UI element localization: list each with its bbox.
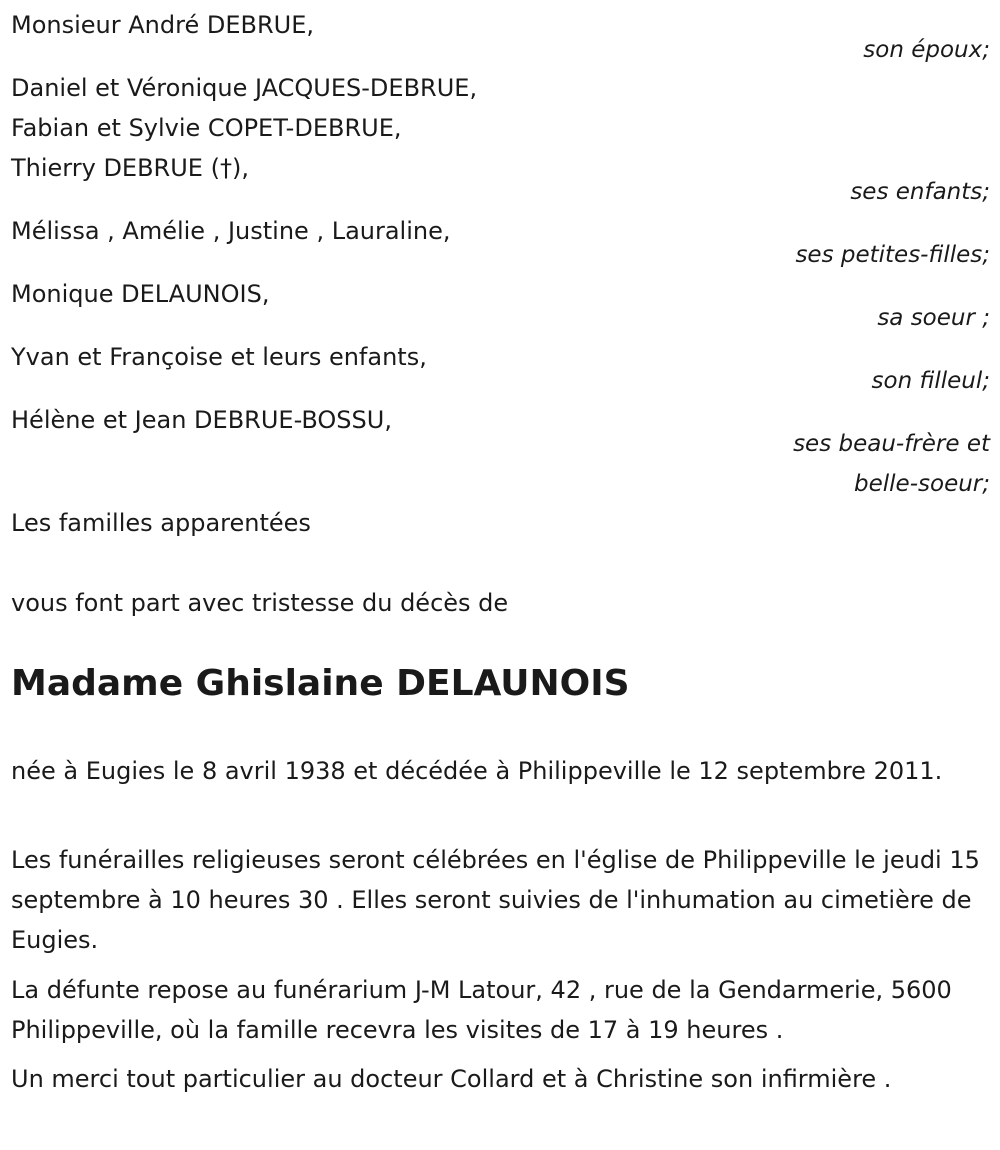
visitation-paragraph: La défunte repose au funérarium J-M Latour, 42 , rue de la Gendarmerie, 5600 Philippeville, où la famille recevra les visites de 17 à 19 heures . (11, 976, 952, 1044)
husband-relation: son époux; (863, 37, 990, 63)
grandchildren-relation: ses petites-filles; (795, 242, 990, 268)
godson-relation: son filleul; (871, 368, 990, 394)
related-families: Les familles apparentées (11, 509, 311, 537)
thanks-paragraph: Un merci tout particulier au docteur Collard et à Christine son infirmière . (11, 1065, 892, 1093)
inlaws-name: Hélène et Jean DEBRUE-BOSSU, (11, 406, 392, 434)
children-relation: ses enfants; (850, 179, 990, 205)
inlaws-relation-line-1: ses beau-frère et (793, 431, 990, 457)
deceased-name: Madame Ghislaine DELAUNOIS (11, 663, 630, 704)
sister-name: Monique DELAUNOIS, (11, 280, 270, 308)
child-name-2: Fabian et Sylvie COPET-DEBRUE, (11, 114, 402, 142)
funeral-paragraph: Les funérailles religieuses seront célébrées en l'église de Philippeville le jeudi 15 septembre à 10 heures 30 . Elles seront suivies de l'inhumation au cimetière de Eugies. (11, 846, 980, 954)
child-name-1: Daniel et Véronique JACQUES-DEBRUE, (11, 74, 478, 102)
husband-name: Monsieur André DEBRUE, (11, 11, 314, 39)
announcement-text: vous font part avec tristesse du décès de (11, 589, 509, 617)
child-name-3: Thierry DEBRUE (†), (11, 154, 249, 182)
inlaws-relation-line-2: belle-soeur; (854, 471, 990, 497)
birth-death-paragraph: née à Eugies le 8 avril 1938 et décédée à Philippeville le 12 septembre 2011. (11, 757, 943, 785)
godson-name: Yvan et Françoise et leurs enfants, (11, 343, 427, 371)
sister-relation: sa soeur ; (877, 305, 990, 331)
grandchildren-names: Mélissa , Amélie , Justine , Lauraline, (11, 217, 451, 245)
